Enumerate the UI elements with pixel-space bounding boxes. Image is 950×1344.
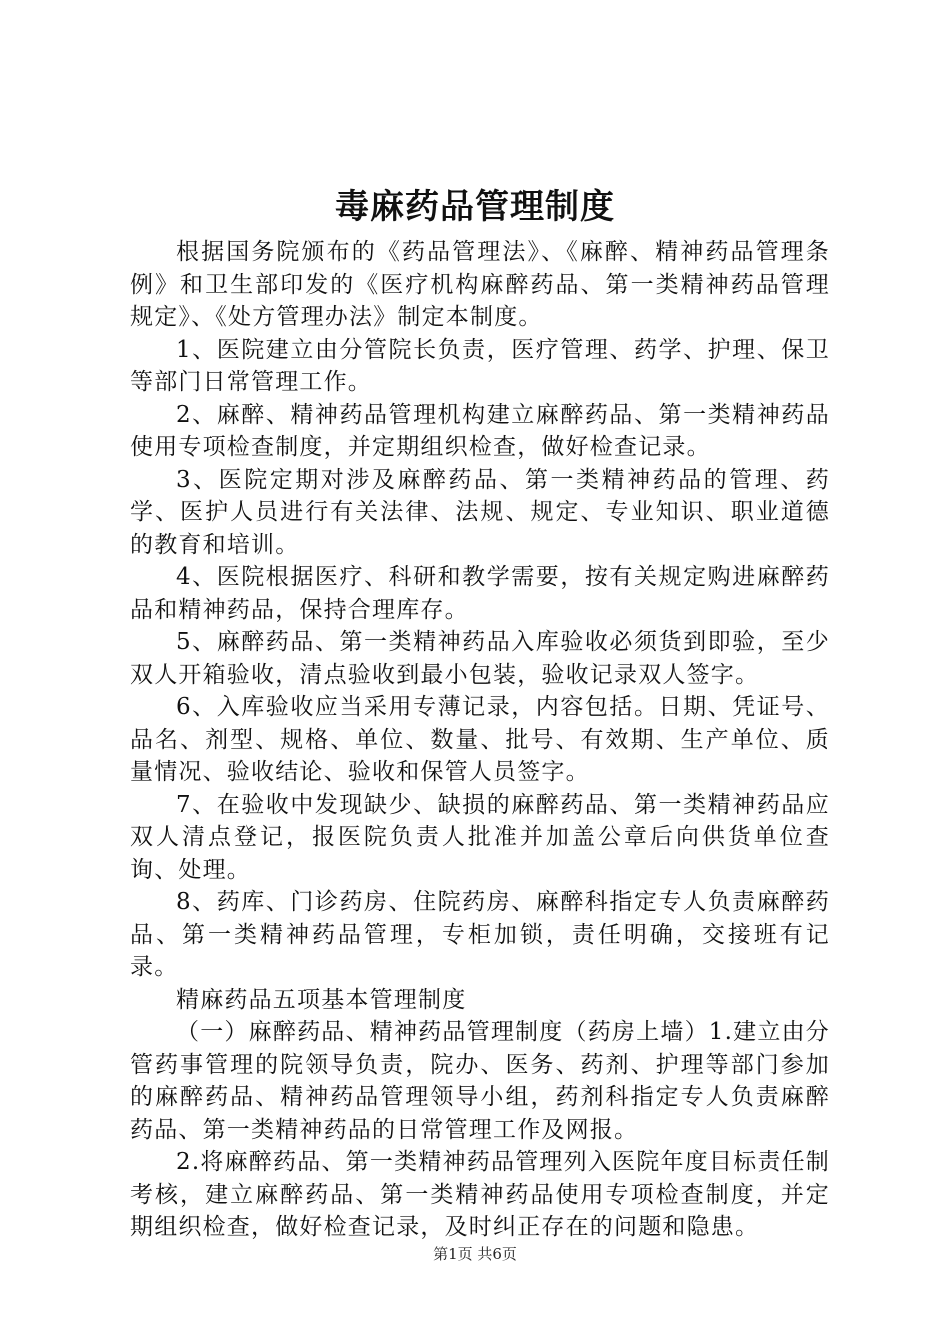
page-footer: 第1页 共6页 <box>433 1245 517 1263</box>
section-1-item-2: 2.将麻醉药品、第一类精神药品管理列入医院年度目标责任制考核，建立麻醉药品、第一类精神药品使用专项检查制度，并定期组织检查，做好检查记录，及时纠正存在的问题和隐患。 <box>130 1149 830 1240</box>
document-body <box>130 236 830 1244</box>
clause-5: 5、麻醉药品、第一类精神药品入库验收必须货到即验，至少双人开箱验收，清点验收到最小包装，验收记录双人签字。 <box>130 629 830 688</box>
intro-paragraph: 根据国务院颁布的《药品管理法》、《麻醉、精神药品管理条例》和卫生部印发的《医疗机构麻醉药品、第一类精神药品管理规定》、《处方管理办法》制定本制度。 <box>130 239 830 330</box>
section-heading: 精麻药品五项基本管理制度 <box>176 986 467 1013</box>
clause-6: 6、入库验收应当采用专薄记录，内容包括。日期、凭证号、品名、剂型、规格、单位、数量、批号、有效期、生产单位、质量情况、验收结论、验收和保管人员签字。 <box>130 694 830 785</box>
clause-3: 3、医院定期对涉及麻醉药品、第一类精神药品的管理、药学、医护人员进行有关法律、法规、规定、专业知识、职业道德的教育和培训。 <box>130 466 830 558</box>
clause-8: 8、药库、门诊药房、住院药房、麻醉科指定专人负责麻醉药品、第一类精神药品管理，专柜加锁，责任明确，交接班有记录。 <box>130 889 830 980</box>
section-1-item-1: （一）麻醉药品、精神药品管理制度（药房上墙）1.建立由分管药事管理的院领导负责，院办、医务、药剂、护理等部门参加的麻醉药品、精神药品管理领导小组，药剂科指定专人负责麻醉药品、第一类精神药品的日常管理工作及网报。 <box>130 1019 830 1143</box>
page-title: 毒麻药品管理制度 <box>335 187 615 227</box>
clause-1: 1、医院建立由分管院长负责，医疗管理、药学、护理、保卫等部门日常管理工作。 <box>130 336 830 395</box>
clause-7: 7、在验收中发现缺少、缺损的麻醉药品、第一类精神药品应双人清点登记，报医院负责人批准并加盖公章后向供货单位查询、处理。 <box>130 791 830 883</box>
clause-2: 2、麻醉、精神药品管理机构建立麻醉药品、第一类精神药品使用专项检查制度，并定期组织检查，做好检查记录。 <box>130 401 830 460</box>
clause-4: 4、医院根据医疗、科研和教学需要，按有关规定购进麻醉药品和精神药品，保持合理库存。 <box>130 564 830 623</box>
